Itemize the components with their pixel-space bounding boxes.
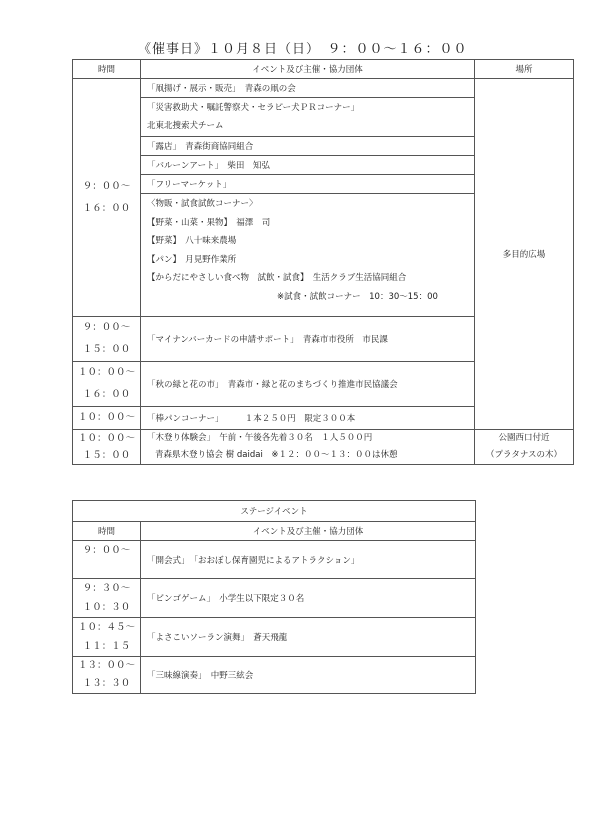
event-cell: 「露店」 青森街商協同組合 — [141, 137, 475, 156]
table-row — [73, 79, 574, 98]
event-cell: 「開会式」 「おおぼし保育園児によるアトラクション」 — [141, 541, 476, 579]
table-row — [73, 657, 476, 694]
event-cell: 「フリーマーケット」 — [141, 175, 475, 194]
time-cell: １０：００～ １６：００ — [73, 362, 141, 407]
header-time: 時間 — [73, 522, 141, 541]
event-cell: 「秋の緑と花の市」 青森市・緑と花のまちづくり推進市民協議会 — [141, 362, 475, 407]
time-cell: ９：００～ １６：００ — [73, 79, 141, 317]
event-schedule-table — [72, 59, 574, 465]
event-cell: 「凧揚げ・展示・販売」 青森の凧の会 — [141, 79, 475, 98]
place-cell: 多目的広場 — [475, 79, 574, 430]
time-cell: １３：００～ １３：３０ — [73, 657, 141, 694]
event-cell: 「ビンゴゲーム」 小学生以下限定３０名 — [141, 579, 476, 618]
event-cell: 〈物販・試食試飲コーナー〉 【野菜・山菜・果物】 福澤 司 【野菜】 八十味来農場 【パン】 月見野作業所 【からだにやさしい食べ物 試飲・試食】 生活クラブ生活協同組合 ※試食・試飲コーナー 10：30～15：00 — [141, 194, 475, 317]
page-title: 《催事日》１０月８日（日） ９：００～１６：００ — [138, 42, 468, 57]
event-cell: 「マイナンバーカードの申請サポート」 青森市市役所 市民課 — [141, 317, 475, 362]
table-header-row — [73, 522, 476, 541]
event-cell: 「バルーンアート」 柴田 知弘 — [141, 156, 475, 175]
time-cell: １０：００～ — [73, 407, 141, 430]
event-cell: 「棒パンコーナー」 １本２５０円 限定３００本 — [141, 407, 475, 430]
stage-event-table — [72, 500, 476, 694]
table-row — [73, 579, 476, 618]
header-event: イベント及び主催・協力団体 — [141, 60, 475, 79]
header-event: イベント及び主催・協力団体 — [141, 522, 476, 541]
place-cell: 公園西口付近 （プラタナスの木） — [475, 430, 574, 465]
table-caption-row — [73, 501, 476, 522]
event-cell: 「災害救助犬・嘱託警察犬・セラピー犬ＰＲコーナー」 北東北捜索犬チーム — [141, 98, 475, 137]
event-cell: 「三味線演奏」 中野三絃会 — [141, 657, 476, 694]
table-row — [73, 430, 574, 465]
table-header-row — [73, 60, 574, 79]
time-cell: ９：００～ １５：００ — [73, 317, 141, 362]
event-cell: 「よさこいソーラン演舞」 蒼天飛龍 — [141, 618, 476, 657]
header-time: 時間 — [73, 60, 141, 79]
time-cell: １０：００～ １５：００ — [73, 430, 141, 465]
time-cell: ９：３０～ １０：３０ — [73, 579, 141, 618]
time-cell: ９：００～ — [73, 541, 141, 579]
table-row — [73, 541, 476, 579]
stage-caption: ステージイベント — [73, 501, 476, 522]
header-place: 場所 — [475, 60, 574, 79]
event-cell: 「木登り体験会」 午前・午後各先着３０名 １人５００円 青森県木登り協会 樹 daidai ※１２：００～１３：００は休憩 — [141, 430, 475, 465]
time-cell: １０：４５～ １１：１５ — [73, 618, 141, 657]
table-row — [73, 618, 476, 657]
